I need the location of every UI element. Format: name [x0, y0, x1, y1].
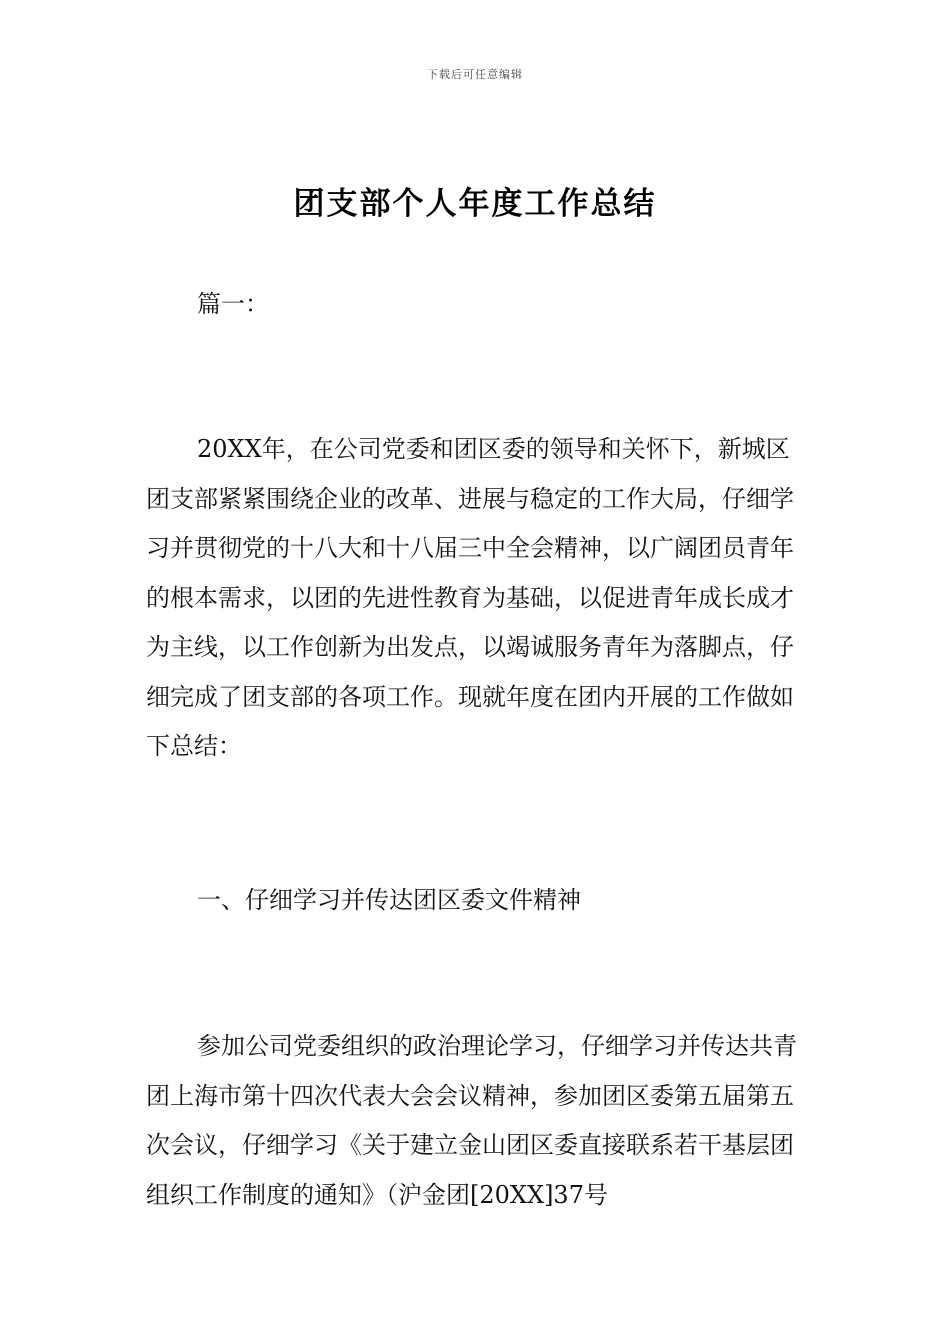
- section-heading-1: 一、仔细学习并传达团区委文件精神: [197, 886, 581, 914]
- paragraph-intro: 20XX年，在公司党委和团区委的领导和关怀下，新城区团支部紧紧围绕企业的改革、进展与稳定的工作大局，仔细学习并贯彻党的十八大和十八届三中全会精神，以广阔团员青年的根本需求，以团的先进性教育为基础，以促进青年成长成才为主线，以工作创新为出发点，以竭诚服务青年为落脚点，仔细完成了团支部的各项工作。现就年度在团内开展的工作做如下总结：: [146, 435, 794, 760]
- document-title: 团支部个人年度工作总结: [293, 186, 657, 222]
- paragraph-section-1: 参加公司党委组织的政治理论学习，仔细学习并传达共青团上海市第十四次代表大会会议精神，参加团区委第五届第五次会议，仔细学习《关于建立金山团区委直接联系若干基层团组织工作制度的通知》（沪金团[20XX]37号: [146, 1032, 797, 1209]
- header-note: 下载后可任意编辑: [427, 68, 523, 81]
- part-label: 篇一：: [197, 290, 269, 318]
